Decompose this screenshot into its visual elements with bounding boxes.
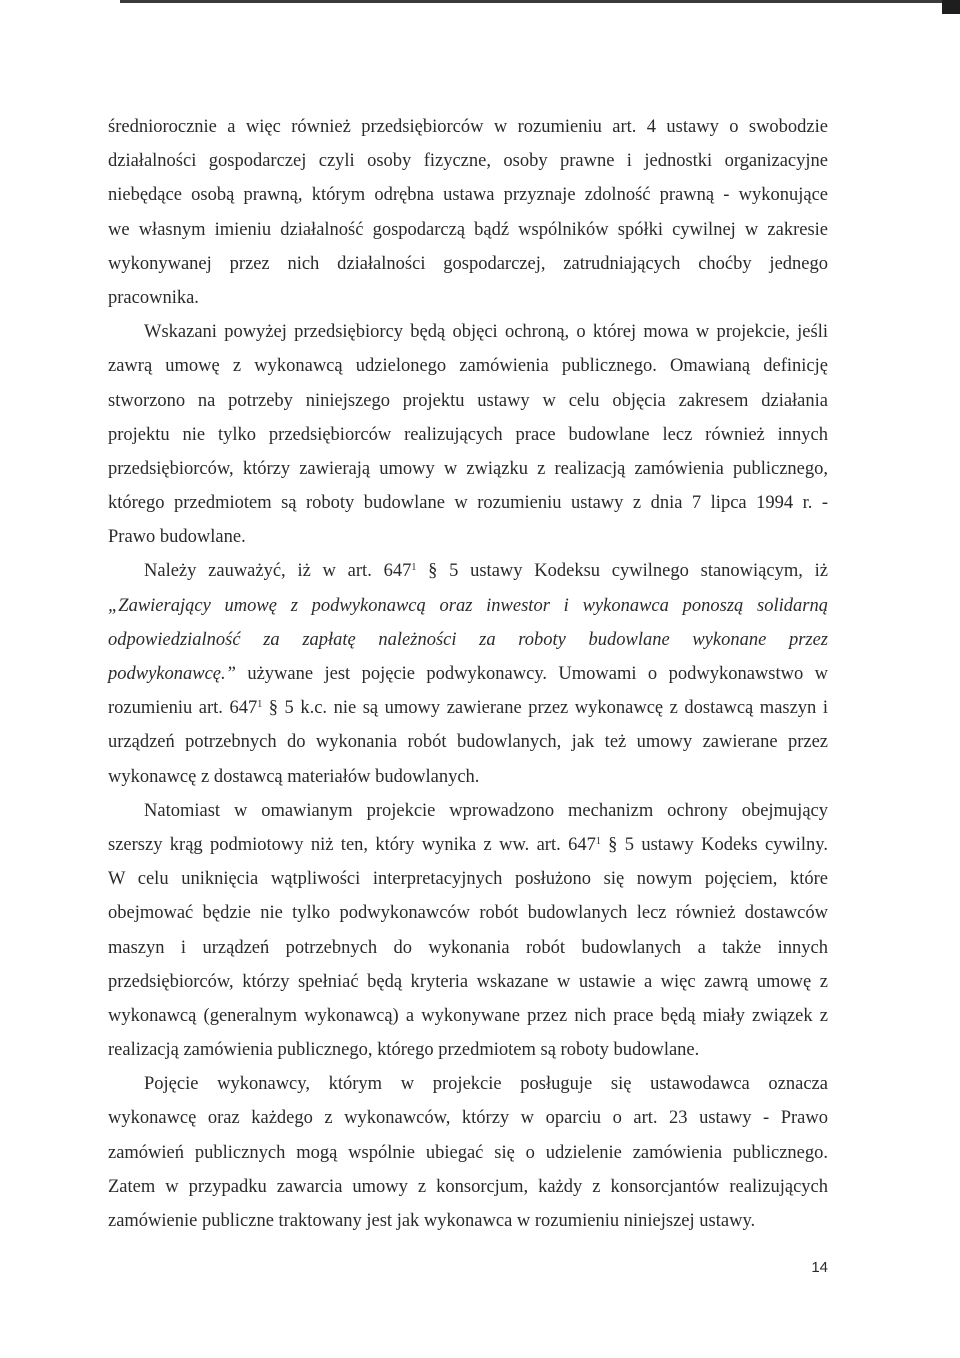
text-line: wykonywanej przez nich działalności gospodarczej, zatrudniających choćby jednego	[108, 253, 828, 274]
text-line: działalności gospodarczej czyli osoby fizyczne, osoby prawne i jednostki organizacyjne	[108, 151, 828, 172]
quote-line: odpowiedzialność za zapłatę należności za roboty budowlane wykonane przez	[108, 629, 828, 650]
text-line: projektu nie tylko przedsiębiorców realizujących prace budowlane lecz również innych	[108, 424, 828, 445]
text-line: urządzeń potrzebnych do wykonania robót budowlanych, jak też umowy zawierane przez	[108, 732, 828, 753]
superscript: 1	[411, 562, 417, 574]
text-line: W celu uniknięcia wątpliwości interpretacyjnych posłużono się nowym pojęciem, które	[108, 869, 828, 890]
superscript: 1	[595, 835, 601, 847]
text-line: wykonawcę z dostawcą materiałów budowlanych.	[108, 766, 480, 787]
text-segment: § 5 ustawy Kodeksu cywilnego stanowiącym, iż	[416, 561, 828, 582]
text-line	[108, 828, 828, 862]
text-line: przedsiębiorców, którzy zawierają umowy w związku z realizacją zamówienia publicznego,	[108, 458, 828, 479]
text-segment: rozumieniu art. 647	[108, 698, 258, 719]
text-segment: Należy zauważyć, iż w art. 647	[144, 561, 412, 582]
text-line	[108, 657, 828, 691]
text-line: stworzono na potrzeby niniejszego projektu ustawy w celu objęcia zakresem działania	[108, 390, 828, 411]
text-line: zamówienie publiczne traktowany jest jak wykonawca w rozumieniu niniejszej ustawy.	[108, 1211, 756, 1231]
text-line: zawrą umowę z wykonawcą udzielonego zamówienia publicznego. Omawianą definicję	[108, 356, 828, 377]
text-line: średniorocznie a więc również przedsiębiorców w rozumieniu art. 4 ustawy o swobodzie	[108, 117, 828, 137]
paragraph-5	[108, 1067, 828, 1238]
paragraph-1	[108, 110, 828, 315]
text-segment: § 5 ustawy Kodeks cywilny.	[600, 834, 828, 855]
text-line: Pojęcie wykonawcy, którym w projekcie posługuje się ustawodawca oznacza	[144, 1074, 828, 1095]
paragraph-3	[108, 554, 828, 793]
text-line: Zatem w przypadku zawarcia umowy z konsorcjum, każdy z konsorcjantów realizujących	[108, 1176, 828, 1197]
paragraph-2	[108, 315, 828, 554]
text-line: którego przedmiotem są roboty budowlane w rozumieniu ustawy z dnia 7 lipca 1994 r. -	[108, 493, 828, 514]
page-number: 14	[811, 1259, 828, 1276]
text-line: pracownika.	[108, 287, 199, 308]
text-segment: używane jest pojęcie podwykonawcy. Umowami o podwykonawstwo w	[235, 664, 828, 684]
text-line: obejmować będzie nie tylko podwykonawców robót budowlanych lecz również dostawców	[108, 903, 828, 924]
text-segment: szerszy krąg podmiotowy niż ten, który wynika z ww. art. 647	[108, 834, 596, 855]
text-segment: § 5 k.c. nie są umowy zawierane przez wykonawcę z dostawcą maszyn i	[262, 698, 828, 719]
quote-segment: podwykonawcę.”	[108, 664, 236, 684]
text-line: wykonawcą (generalnym wykonawcą) a wykonywane przez nich prace będą miały związek z	[108, 1005, 828, 1026]
text-line: Wskazani powyżej przedsiębiorcy będą objęci ochroną, o której mowa w projekcie, jeśli	[144, 322, 828, 343]
text-line: maszyn i urządzeń potrzebnych do wykonania robót budowlanych a także innych	[108, 937, 828, 958]
scan-corner-mark	[942, 0, 960, 14]
superscript: 1	[257, 699, 263, 711]
text-line	[108, 554, 828, 588]
quote-line: „Zawierający umowę z podwykonawcą oraz inwestor i wykonawca ponoszą solidarną	[108, 595, 828, 616]
text-line: wykonawcę oraz każdego z wykonawców, którzy w oparciu o art. 23 ustawy - Prawo	[108, 1108, 828, 1129]
text-line: przedsiębiorców, którzy spełniać będą kryteria wskazane w ustawie a więc zawrą umowę z	[108, 971, 828, 992]
text-line: Prawo budowlane.	[108, 527, 246, 548]
text-line	[108, 691, 828, 725]
text-line: realizacją zamówienia publicznego, którego przedmiotem są roboty budowlane.	[108, 1040, 700, 1061]
text-line: we własnym imieniu działalność gospodarczą bądź wspólników spółki cywilnej w zakresie	[108, 219, 828, 240]
body-text	[108, 110, 828, 1238]
paragraph-4	[108, 794, 828, 1068]
text-line: zamówień publicznych mogą wspólnie ubiegać się o udzielenie zamówienia publicznego.	[108, 1142, 828, 1163]
text-line: Natomiast w omawianym projekcie wprowadzono mechanizm ochrony obejmujący	[144, 800, 828, 821]
scan-top-edge	[120, 0, 960, 3]
text-line: niebędące osobą prawną, którym odrębna ustawa przyznaje zdolność prawną - wykonujące	[108, 185, 828, 206]
